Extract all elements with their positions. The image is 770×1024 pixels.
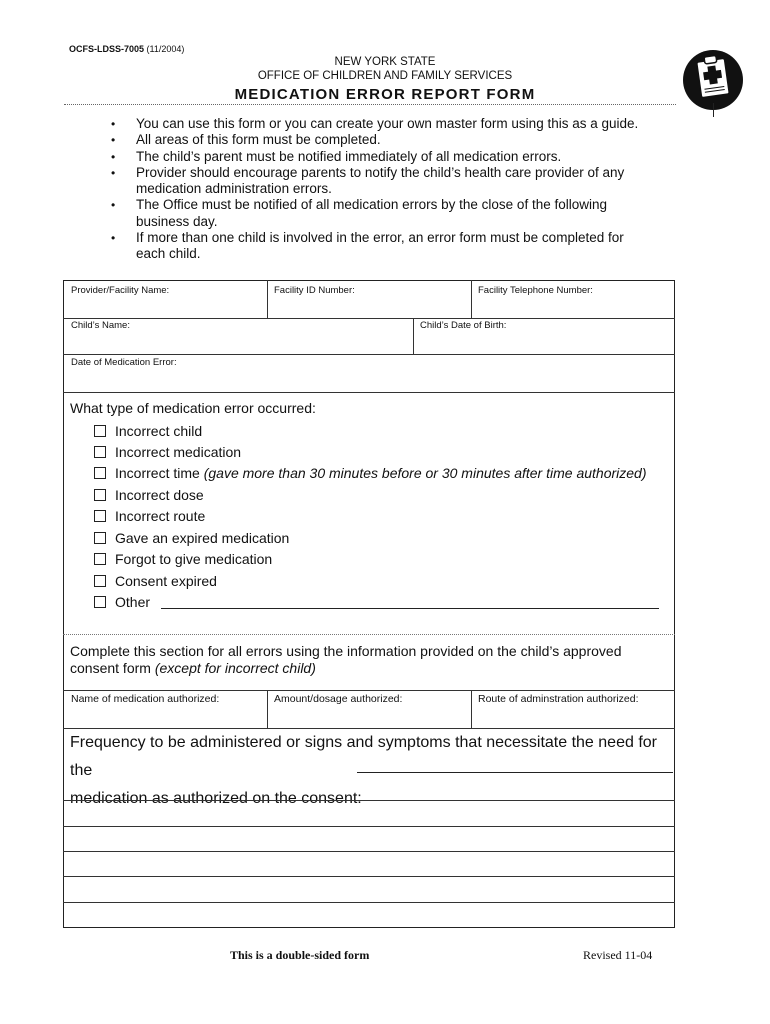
logo-tick-mark	[713, 103, 714, 117]
option-consent-expired[interactable]	[94, 572, 217, 590]
row-divider	[63, 690, 675, 691]
route-field[interactable]: Route of adminstration authorized:	[478, 693, 639, 705]
option-label: Gave an expired medication	[115, 530, 290, 546]
row-divider	[63, 354, 675, 355]
option-label: Consent expired	[115, 573, 217, 589]
option-incorrect-medication[interactable]	[94, 443, 241, 461]
row-divider	[63, 392, 675, 393]
option-label: Other	[115, 594, 151, 610]
writing-line[interactable]	[63, 851, 675, 852]
option-incorrect-dose[interactable]	[94, 486, 204, 504]
option-label: Forgot to give medication	[115, 551, 273, 567]
form-code	[69, 44, 184, 54]
instruction-item: • Provider should encourage parents to notify the child’s health care provider of any medication administration errors.	[111, 165, 656, 198]
checkbox[interactable]	[94, 425, 106, 437]
consent-intro-note: (except for incorrect child)	[154, 660, 316, 676]
checkbox[interactable]	[94, 510, 106, 522]
form-frame	[63, 280, 675, 928]
form-code-date: (11/2004)	[146, 44, 185, 54]
writing-line[interactable]	[63, 902, 675, 903]
col-divider	[471, 690, 472, 728]
double-sided-note: This is a double-sided form	[230, 948, 370, 962]
row-divider	[63, 318, 675, 319]
title-divider	[64, 104, 676, 105]
instruction-item: • The Office must be notified of all medication errors by the close of the following business day.	[111, 197, 656, 230]
child-dob-field[interactable]: Child’s Date of Birth:	[420, 320, 507, 331]
instruction-item: • All areas of this form must be completed.	[111, 132, 656, 148]
option-label: Incorrect medication	[115, 444, 242, 460]
page-title: MEDICATION ERROR REPORT FORM	[234, 86, 536, 103]
consent-intro-text: Complete this section for all errors using the information provided on the child’s approved consent form	[70, 643, 622, 676]
dosage-field[interactable]: Amount/dosage authorized:	[274, 693, 403, 705]
section-divider	[63, 634, 675, 635]
col-divider	[413, 318, 414, 354]
error-type-question: What type of medication error occurred:	[70, 400, 316, 416]
option-label: Incorrect time	[115, 465, 200, 481]
checkbox[interactable]	[94, 467, 106, 479]
form-code-number: OCFS-LDSS-7005	[69, 44, 145, 54]
instruction-item: • If more than one child is involved in the error, an error form must be completed for each child.	[111, 230, 656, 263]
checkbox[interactable]	[94, 596, 106, 608]
state-heading: NEW YORK STATE	[334, 56, 436, 68]
option-label: Incorrect route	[115, 508, 206, 524]
checkbox[interactable]	[94, 446, 106, 458]
error-date-field[interactable]: Date of Medication Error:	[71, 357, 177, 368]
option-forgot-medication[interactable]	[94, 550, 272, 568]
checkbox[interactable]	[94, 553, 106, 565]
facility-phone-field[interactable]: Facility Telephone Number:	[478, 285, 593, 296]
col-divider	[267, 690, 268, 728]
frequency-line-1: Frequency to be administered or signs and symptoms that necessitate the need for the	[70, 734, 657, 779]
option-incorrect-route[interactable]	[94, 507, 205, 525]
instruction-item: • The child’s parent must be notified immediately of all medication errors.	[111, 149, 656, 165]
child-name-field[interactable]: Child’s Name:	[71, 320, 130, 331]
option-incorrect-child[interactable]	[94, 422, 202, 440]
medication-name-field[interactable]: Name of medication authorized:	[71, 693, 220, 705]
frequency-input-line[interactable]	[357, 772, 673, 773]
consent-intro	[70, 643, 660, 677]
facility-id-field[interactable]: Facility ID Number:	[274, 285, 355, 296]
option-expired-medication[interactable]	[94, 529, 289, 547]
option-note: (gave more than 30 minutes before or 30 minutes after time authorized)	[203, 465, 647, 481]
writing-line[interactable]	[63, 876, 675, 877]
checkbox[interactable]	[94, 532, 106, 544]
option-other[interactable]	[94, 593, 150, 611]
frequency-line-2: medication as authorized on the consent:	[70, 790, 362, 807]
option-label: Incorrect dose	[115, 487, 204, 503]
revision-note: Revised 11-04	[583, 948, 653, 962]
col-divider	[267, 280, 268, 318]
col-divider	[471, 280, 472, 318]
writing-line[interactable]	[63, 826, 675, 827]
instruction-item: • You can use this form or you can create your own master form using this as a guide.	[111, 116, 656, 132]
other-input-line[interactable]	[161, 608, 659, 609]
office-heading: OFFICE OF CHILDREN AND FAMILY SERVICES	[257, 70, 513, 82]
option-label: Incorrect child	[115, 423, 203, 439]
writing-line[interactable]	[63, 800, 675, 801]
option-incorrect-time[interactable]	[94, 464, 647, 482]
provider-name-field[interactable]: Provider/Facility Name:	[71, 285, 170, 296]
checkbox[interactable]	[94, 489, 106, 501]
instructions-list	[111, 116, 656, 263]
checkbox[interactable]	[94, 575, 106, 587]
